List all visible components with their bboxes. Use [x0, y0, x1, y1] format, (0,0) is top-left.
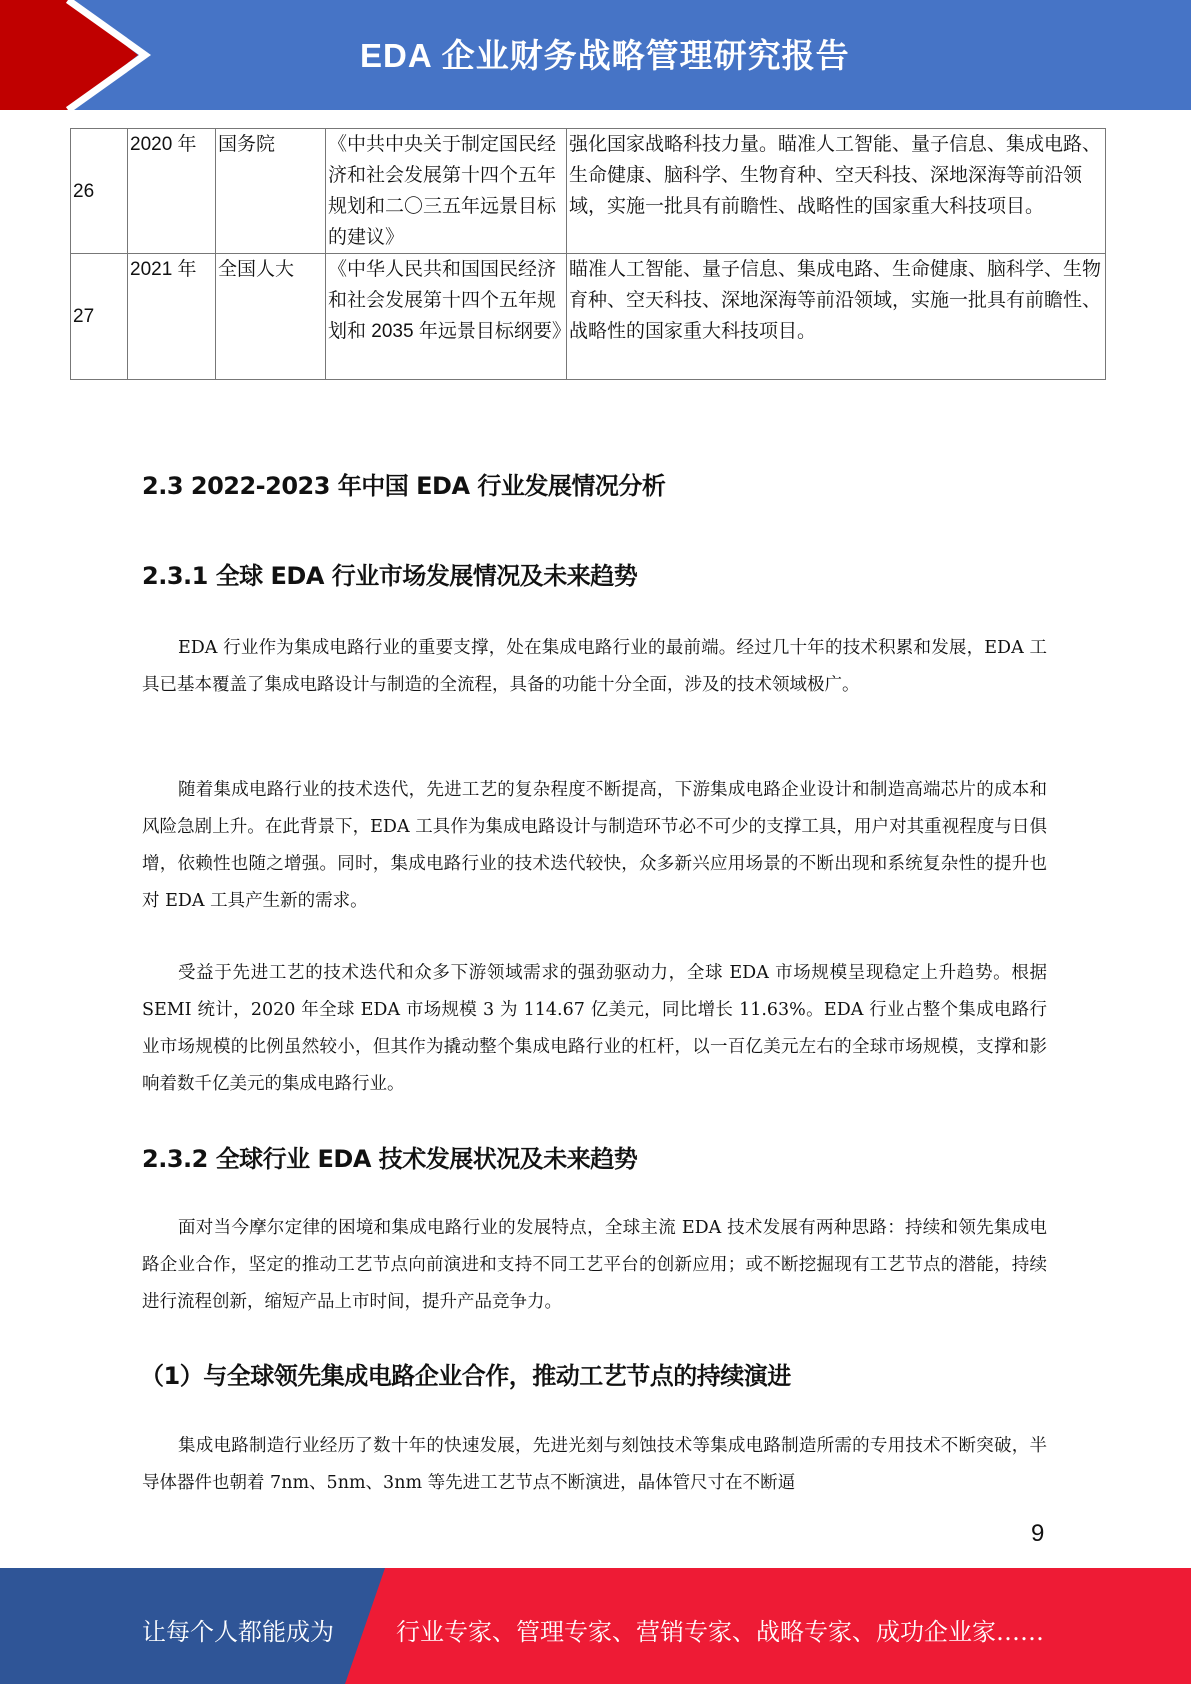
cell-content: 瞄准人工智能、量子信息、集成电路、生命健康、脑科学、生物育种、空天科技、深地深海等前沿领域，实施一批具有前瞻性、战略性的国家重大科技项目。	[567, 254, 1106, 380]
header-title: EDA 企业财务战略管理研究报告	[360, 37, 850, 74]
section-heading-2-3: 2.3 2022-2023 年中国 EDA 行业发展情况分析	[142, 472, 666, 500]
cell-content: 强化国家战略科技力量。瞄准人工智能、量子信息、集成电路、生命健康、脑科学、生物育种、空天科技、深地深海等前沿领域，实施一批具有前瞻性、战略性的国家重大科技项目。	[567, 129, 1106, 254]
subsection-heading: （1）与全球领先集成电路企业合作，推动工艺节点的持续演进	[140, 1362, 791, 1390]
cell-no: 27	[71, 254, 128, 380]
table-row	[71, 254, 1106, 380]
paragraph: 随着集成电路行业的技术迭代，先进工艺的复杂程度不断提高，下游集成电路企业设计和制造高端芯片的成本和风险急剧上升。在此背景下，EDA 工具作为集成电路设计与制造环节必不可少的支撑工具，用户对其重视程度与日俱增，依赖性也随之增强。同时，集成电路行业的技术迭代较快，众多新兴应用场景的不断出现和系统复杂性的提升也对 EDA 工具产生新的需求。	[142, 780, 1047, 911]
cell-no: 26	[71, 129, 128, 254]
paragraph: 集成电路制造行业经历了数十年的快速发展，先进光刻与刻蚀技术等集成电路制造所需的专用技术不断突破，半导体器件也朝着 7nm、5nm、3nm 等先进工艺节点不断演进，晶体管尺寸在不断逼	[142, 1436, 1047, 1493]
header-chevron-decoration	[0, 0, 200, 110]
paragraph: EDA 行业作为集成电路行业的重要支撑，处在集成电路行业的最前端。经过几十年的技术积累和发展，EDA 工具已基本覆盖了集成电路设计与制造的全流程，具备的功能十分全面，涉及的技术领域极广。	[142, 638, 1047, 695]
footer-slogan-left: 让每个人都能成为	[142, 1618, 334, 1646]
cell-document: 《中华人民共和国国民经济和社会发展第十四个五年规划和 2035 年远景目标纲要》	[326, 254, 567, 380]
page-number: 9	[1031, 1520, 1045, 1547]
cell-document: 《中共中央关于制定国民经济和社会发展第十四个五年规划和二〇三五年远景目标的建议》	[326, 129, 567, 254]
section-heading-2-3-1: 2.3.1 全球 EDA 行业市场发展情况及未来趋势	[142, 562, 638, 590]
cell-issuer: 全国人大	[216, 254, 326, 380]
page-header	[0, 0, 1191, 110]
section-heading-2-3-2: 2.3.2 全球行业 EDA 技术发展状况及未来趋势	[142, 1145, 638, 1173]
table-row	[71, 129, 1106, 254]
paragraph: 受益于先进工艺的技术迭代和众多下游领域需求的强劲驱动力，全球 EDA 市场规模呈现稳定上升趋势。根据 SEMI 统计，2020 年全球 EDA 市场规模 3 为 114.67 亿美元，同比增长 11.63%。EDA 行业占整个集成电路行业市场规模的比例虽然较小，但其作为撬动整个集成电路行业的杠杆，以一百亿美元左右的全球市场规模，支撑和影响着数千亿美元的集成电路行业。	[142, 963, 1047, 1094]
policy-table	[70, 128, 1106, 380]
cell-year: 2020 年	[128, 129, 216, 254]
cell-year: 2021 年	[128, 254, 216, 380]
footer-slogan-right: 行业专家、管理专家、营销专家、战略专家、成功企业家……	[396, 1618, 1044, 1646]
cell-issuer: 国务院	[216, 129, 326, 254]
paragraph: 面对当今摩尔定律的困境和集成电路行业的发展特点，全球主流 EDA 技术发展有两种思路：持续和领先集成电路企业合作，坚定的推动工艺节点向前演进和支持不同工艺平台的创新应用；或不断挖掘现有工艺节点的潜能，持续进行流程创新，缩短产品上市时间，提升产品竞争力。	[142, 1218, 1047, 1312]
